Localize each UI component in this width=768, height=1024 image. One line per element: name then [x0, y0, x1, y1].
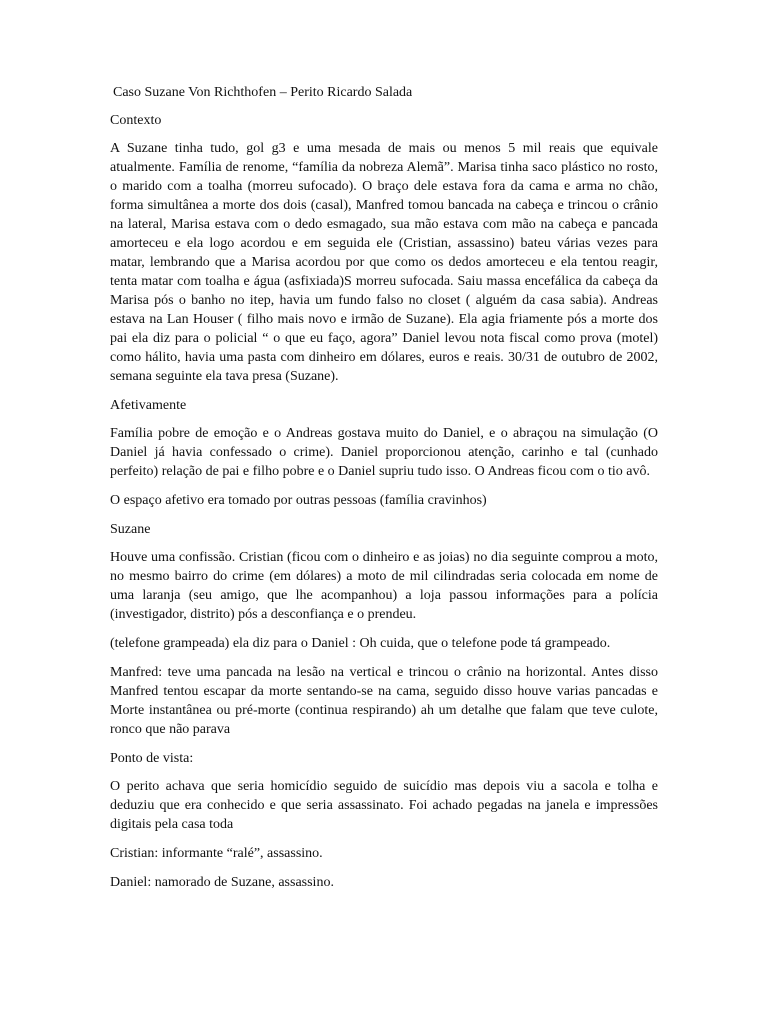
- paragraph: Cristian: informante “ralé”, assassino.: [110, 846, 323, 861]
- paragraph: Família pobre de emoção e o Andreas gostava muito do Daniel, e o abraçou na simulação (O Daniel já havia confessado o crime). Daniel proporcionou atenção, carinho e tal (cunhado perfeito) relação de pai e filho pobre e o Daniel supriu tudo isso. O Andreas ficou com o tio avô.: [110, 426, 658, 479]
- document-page: [110, 83, 658, 902]
- document-title: Caso Suzane Von Richthofen – Perito Ricardo Salada: [113, 85, 413, 100]
- section-heading-ponto-de-vista: Ponto de vista:: [110, 751, 194, 766]
- paragraph: (telefone grampeada) ela diz para o Daniel : Oh cuida, que o telefone pode tá grampeado.: [110, 636, 611, 651]
- paragraph: Manfred: teve uma pancada na lesão na vertical e trincou o crânio na horizontal. Antes disso Manfred tentou escapar da morte sentando-se na cama, seguido disso houve varias pancadas e Morte instantânea ou pré-morte (continua respirando) ah um detalhe que falam que teve culote, ronco que não parava: [110, 665, 658, 737]
- section-heading-afetivamente: Afetivamente: [110, 398, 187, 413]
- paragraph: O perito achava que seria homicídio seguido de suicídio mas depois viu a sacola e tolha e deduziu que era conhecido e que seria assassinato. Foi achado pegadas na janela e impressões digitais pela casa toda: [110, 779, 658, 832]
- section-heading-contexto: Contexto: [110, 113, 162, 128]
- paragraph: Daniel: namorado de Suzane, assassino.: [110, 875, 334, 890]
- paragraph: A Suzane tinha tudo, gol g3 e uma mesada de mais ou menos 5 mil reais que equivale atualmente. Família de renome, “família da nobreza Alemã”. Marisa tinha saco plástico no rosto, o marido com a toalha (morreu sufocado). O braço dele estava fora da cama e arma no chão, forma simultânea a morte dos dois (casal), Manfred tomou bancada na cabeça e trincou o crânio na lateral, Marisa estava com o dedo esmagado, sua mão estava com mão na cabeça e pancada amorteceu e ela logo acordou e em seguida ele (Cristian, assassino) bateu várias vezes para matar, lembrando que a Marisa acordou por que como os dedos amorteceu e ela tentou reagir, tenta matar com toalha e água (asfixiada)S morreu sufocada. Saiu massa encefálica da cabeça da Marisa pós o banho no itep, havia um fundo falso no closet ( alguém da casa sabia). Andreas estava na Lan Houser ( filho mais novo e irmão de Suzane). Ela agia friamente pós a morte dos pai ela diz para o policial “ o que eu faço, agora” Daniel levou nota fiscal como prova (motel) como hálito, havia uma pasta com dinheiro em dólares, euros e reais. 30/31 de outubro de 2002, semana seguinte ela tava presa (Suzane).: [110, 141, 658, 384]
- paragraph: Houve uma confissão. Cristian (ficou com o dinheiro e as joias) no dia seguinte comprou a moto, no mesmo bairro do crime (em dólares) a moto de mil cilindradas seria colocada em nome de uma laranja (seu amigo, que lhe acompanhou) a loja passou informações para a polícia (investigador, distrito) pós a desconfiança e o prendeu.: [110, 550, 658, 622]
- section-heading-suzane: Suzane: [110, 522, 151, 537]
- paragraph: O espaço afetivo era tomado por outras pessoas (família cravinhos): [110, 493, 487, 508]
